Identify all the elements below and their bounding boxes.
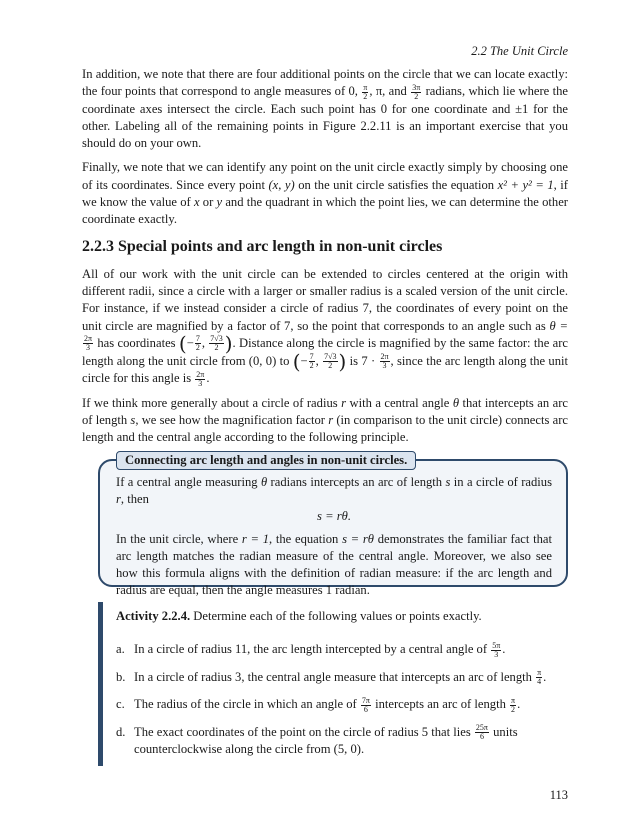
section-paragraph-1: All of our work with the unit circle can be extended to circles centered at the origin with different radii, since a circle with a larger or smaller radius is a scaled version of the unit circle. For instance, if we instead consider a circle of radius 7, the coordinates of every point on the unit circle are magnified by a factor of 7, so the point that corresponds to an angle such as θ = $\frac{2\pi}{3}$ has coordinates (− $\frac{7}{2}$ , $\frac{7√3}{2}$ ). Distance along the circle is magnified by the same factor: the arc length along the unit circle from (0, 0) to (− $\frac{7}{2}$ , $\frac{7√3}{2}$ ) is 7 · $\frac{2\pi}{3}$ , since the arc length along the unit circle for this angle is $\frac{2\pi}{3}$ . (82, 267, 569, 388)
fraction: $\frac{2\pi}{3}$ (196, 369, 205, 388)
activity-item: c. The radius of the circle in which an angle of $\frac{7\pi}{6}$ intercepts an arc of length $\frac{\pi}{2}$ . (116, 695, 521, 714)
fraction: $\frac{\pi}{2}$ (511, 695, 516, 714)
fraction: $\frac{7√3}{2}$ (324, 352, 337, 371)
activity-item: b. In a circle of radius 3, the central angle measure that intercepts an arc of length $\frac{\pi}{4}$ . (116, 668, 547, 687)
activity (116, 608, 568, 768)
activity-item: a. In a circle of radius 11, the arc length intercepted by a central angle of $\frac{5\pi}{3}$ . (116, 640, 506, 659)
fraction: $\frac{2\pi}{3}$ (84, 334, 93, 353)
fraction: $\frac{7√3}{2}$ (210, 334, 223, 353)
activity-bar (98, 602, 103, 766)
activity-heading: Activity 2.2.4. Determine each of the following values or points exactly. (116, 609, 482, 623)
fraction: $\frac{25\pi}{6}$ (475, 723, 488, 742)
page-number: 113 (549, 788, 568, 802)
activity-item: d. The exact coordinates of the point on the circle of radius 5 that lies $\frac{25\pi}{6}$ units counterclockwise along the circle from (5, 0). (116, 723, 518, 757)
section-heading: 2.2.3 Special points and arc length in non-unit circles (82, 238, 443, 255)
running-head: 2.2 The Unit Circle (471, 44, 568, 58)
fraction: $\frac{7}{2}$ (309, 352, 314, 371)
fraction: $\frac{\pi}{2}$ (363, 82, 368, 101)
fraction: $\frac{3\pi}{2}$ (412, 82, 421, 101)
principle-paragraph-2: In the unit circle, where r = 1, the equation s = rθ demonstrates the familiar fact that arc length matches the radian measure of the central angle. Moreover, we also see how this formula aligns with the definition of radian measure: if the arc length and radius are equal, then the angle measures 1 radian. (116, 532, 552, 597)
fraction: $\frac{7\pi}{6}$ (361, 695, 370, 714)
principle-box (98, 453, 568, 597)
intro-paragraph-1: In addition, we note that there are four additional points on the circle that we can locate exactly: the four points that correspond to angle measures of 0, $\frac{\pi}{2}$ , π, and $\frac{3\pi}{2}$ radians, which lie where the coordinate axes intersect the circle. Each such point has 0 for one coordinate and ±1 for the other. Labeling all of the remaining points in Figure 2.2.11 is an important exercise that you should do on your own. (82, 67, 568, 151)
fraction: $\frac{5\pi}{3}$ (492, 640, 501, 659)
fraction: $\frac{\pi}{4}$ (537, 668, 542, 687)
section-paragraph-2: If we think more generally about a circle of radius r with a central angle θ that intercepts an arc of length s, we see how the magnification factor r (in comparison to the unit circle) connects arc length and the central angle according to the following principle. (82, 395, 568, 445)
intro-paragraph-2: Finally, we note that we can identify any point on the unit circle exactly simply by choosing one of its coordinates. Since every point (x, y) on the unit circle satisfies the equation x² + y² = 1, if we know the value of x or y and the quadrant in which the point lies, we can determine the other coordinate exactly. (82, 160, 568, 227)
intro-text (82, 66, 568, 235)
fraction: $\frac{7}{2}$ (195, 334, 200, 353)
principle-title: Connecting arc length and angles in non-unit circles. (116, 451, 416, 470)
fraction: $\frac{2\pi}{3}$ (380, 352, 389, 371)
section-text (82, 266, 568, 453)
principle-paragraph-1: If a central angle measuring θ radians intercepts an arc of length s in a circle of radius r, then (116, 475, 553, 506)
principle-equation: s = rθ. (317, 509, 351, 523)
principle-body (116, 474, 552, 599)
